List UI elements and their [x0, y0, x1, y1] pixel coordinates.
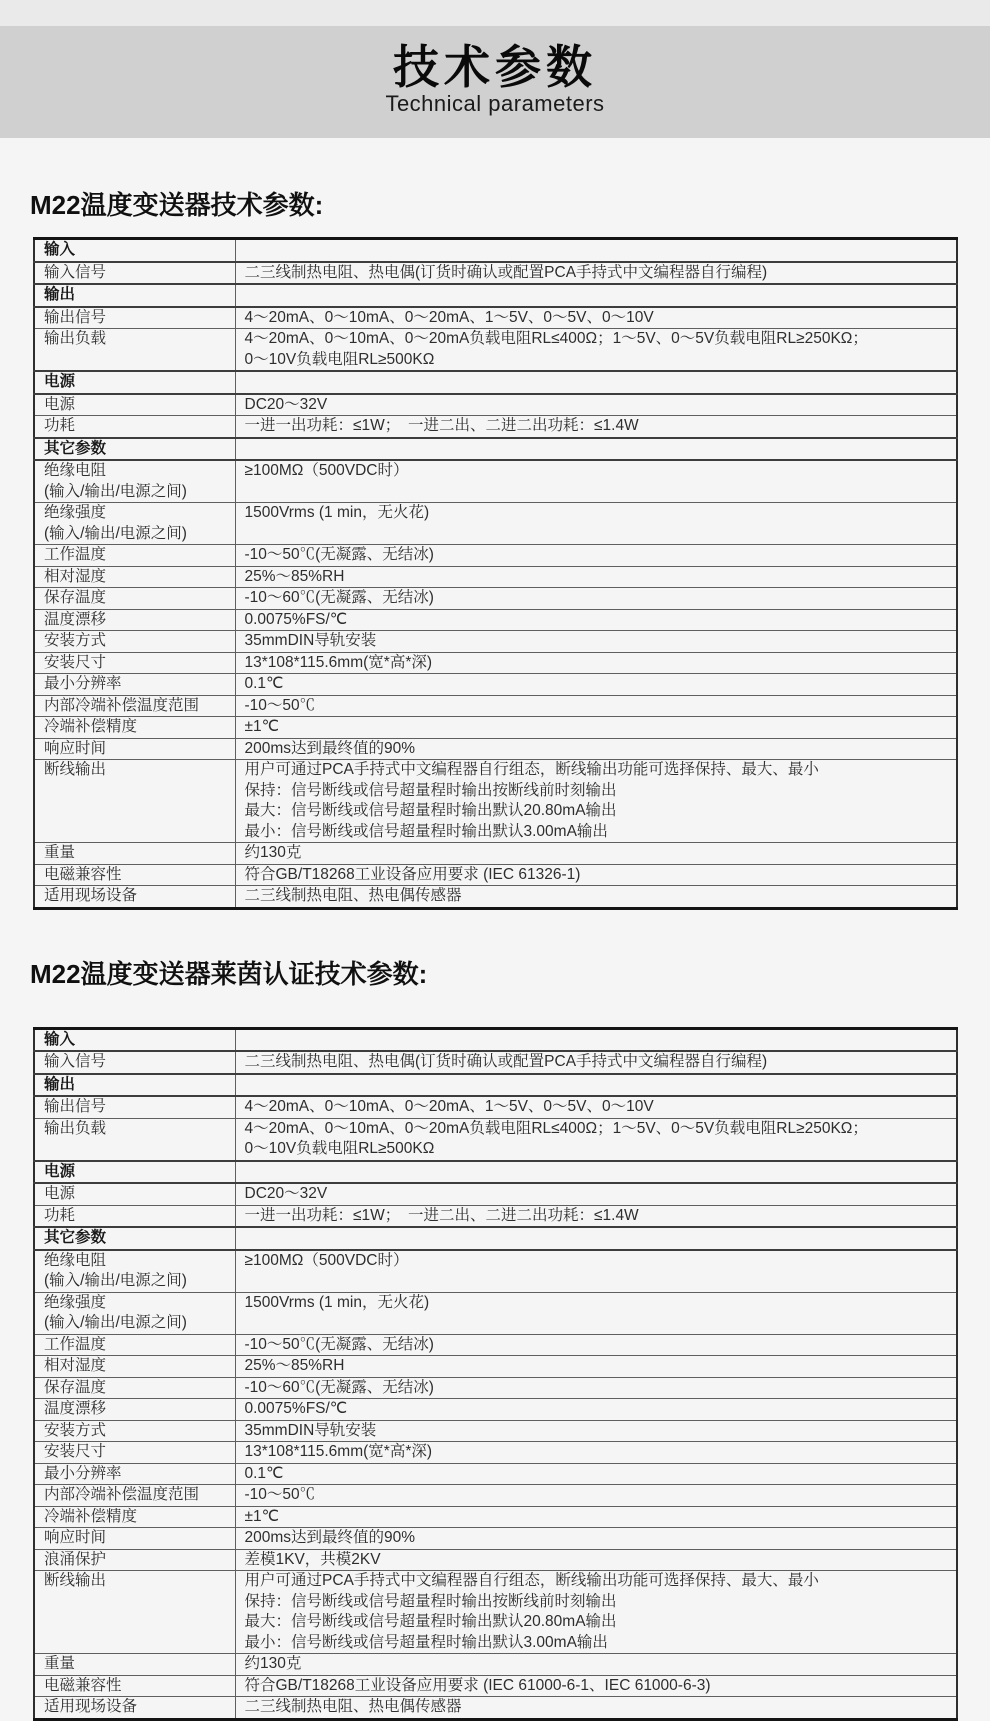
- param-label: 断线输出: [34, 1571, 235, 1654]
- param-label: 重量: [34, 1654, 235, 1676]
- table-row: [34, 329, 957, 372]
- param-label: 电磁兼容性: [34, 1675, 235, 1697]
- param-value: 1500Vrms (1 min，无火花): [235, 503, 957, 545]
- table-row: [34, 1485, 957, 1507]
- top-strip: [0, 0, 990, 26]
- group-row: [34, 284, 957, 307]
- table-row: [34, 843, 957, 865]
- table-row: [34, 1463, 957, 1485]
- param-label: 安装尺寸: [34, 1442, 235, 1464]
- param-label: 工作温度: [34, 545, 235, 567]
- section-heading-standard: M22温度变送器技术参数:: [30, 190, 324, 220]
- group-label: 电源: [34, 1161, 235, 1184]
- param-value: 25%～85%RH: [235, 1356, 957, 1378]
- param-value: DC20～32V: [235, 1183, 957, 1205]
- param-label: 温度漂移: [34, 1399, 235, 1421]
- param-value: 二三线制热电阻、热电偶传感器: [235, 886, 957, 909]
- param-label: 冷端补偿精度: [34, 717, 235, 739]
- spec-table-standard: [33, 237, 958, 910]
- table-row: [34, 652, 957, 674]
- table-row: [34, 262, 957, 285]
- title-banner: [0, 26, 990, 138]
- param-value: 二三线制热电阻、热电偶(订货时确认或配置PCA手持式中文编程器自行编程): [235, 262, 957, 285]
- table-row: [34, 416, 957, 438]
- table-row: [34, 1654, 957, 1676]
- table-row: [34, 1506, 957, 1528]
- table-row: [34, 674, 957, 696]
- group-row: [34, 371, 957, 394]
- param-label: 绝缘强度 (输入/输出/电源之间): [34, 503, 235, 545]
- param-label: 输入信号: [34, 262, 235, 285]
- param-value: 4～20mA、0～10mA、0～20mA、1～5V、0～5V、0～10V: [235, 307, 957, 329]
- param-value: 二三线制热电阻、热电偶(订货时确认或配置PCA手持式中文编程器自行编程): [235, 1051, 957, 1074]
- table-row: [34, 1292, 957, 1334]
- table-row: [34, 1118, 957, 1161]
- table-row: [34, 588, 957, 610]
- param-value: 4～20mA、0～10mA、0～20mA负载电阻RL≤400Ω；1～5V、0～5V负载电阻RL≥250KΩ； 0～10V负载电阻RL≥500KΩ: [235, 1118, 957, 1161]
- table-row: [34, 1420, 957, 1442]
- table-row: [34, 1697, 957, 1720]
- group-label: 输出: [34, 284, 235, 307]
- param-value: 1500Vrms (1 min，无火花): [235, 1292, 957, 1334]
- param-label: 适用现场设备: [34, 1697, 235, 1720]
- group-row: [34, 239, 957, 262]
- page-subtitle: Technical parameters: [385, 91, 605, 116]
- table-row: [34, 1675, 957, 1697]
- param-value: 13*108*115.6mm(宽*高*深): [235, 652, 957, 674]
- param-value: 用户可通过PCA手持式中文编程器自行组态，断线输出功能可选择保持、最大、最小 保持：信号断线或信号超量程时输出按断线前时刻输出 最大：信号断线或信号超量程时输出默认20.80mA输出 最小：信号断线或信号超量程时输出默认3.00mA输出: [235, 1571, 957, 1654]
- param-label: 输入信号: [34, 1051, 235, 1074]
- table-row: [34, 1528, 957, 1550]
- param-value: -10～60℃(无凝露、无结冰): [235, 1377, 957, 1399]
- group-label: 其它参数: [34, 438, 235, 461]
- table-row: [34, 760, 957, 843]
- param-label: 保存温度: [34, 588, 235, 610]
- param-value: [235, 284, 957, 307]
- group-row: [34, 1161, 957, 1184]
- param-value: ±1℃: [235, 1506, 957, 1528]
- table-row: [34, 717, 957, 739]
- param-label: 电源: [34, 394, 235, 416]
- param-value: -10～50℃(无凝露、无结冰): [235, 1334, 957, 1356]
- param-label: 内部冷端补偿温度范围: [34, 1485, 235, 1507]
- param-value: ≥100MΩ（500VDC时）: [235, 460, 957, 503]
- param-label: 工作温度: [34, 1334, 235, 1356]
- table-row: [34, 1356, 957, 1378]
- param-label: 断线输出: [34, 760, 235, 843]
- param-value: 13*108*115.6mm(宽*高*深): [235, 1442, 957, 1464]
- table-row: [34, 566, 957, 588]
- param-label: 功耗: [34, 1205, 235, 1227]
- param-value: -10～60℃(无凝露、无结冰): [235, 588, 957, 610]
- param-value: 4～20mA、0～10mA、0～20mA负载电阻RL≤400Ω；1～5V、0～5V负载电阻RL≥250KΩ； 0～10V负载电阻RL≥500KΩ: [235, 329, 957, 372]
- param-label: 重量: [34, 843, 235, 865]
- param-label: 最小分辨率: [34, 1463, 235, 1485]
- param-label: 安装方式: [34, 631, 235, 653]
- param-label: 内部冷端补偿温度范围: [34, 695, 235, 717]
- param-value: 4～20mA、0～10mA、0～20mA、1～5V、0～5V、0～10V: [235, 1096, 957, 1118]
- table-row: [34, 1442, 957, 1464]
- param-value: DC20～32V: [235, 394, 957, 416]
- param-value: 200ms达到最终值的90%: [235, 738, 957, 760]
- table-row: [34, 503, 957, 545]
- param-value: [235, 438, 957, 461]
- group-label: 电源: [34, 371, 235, 394]
- param-label: 绝缘电阻 (输入/输出/电源之间): [34, 460, 235, 503]
- param-label: 温度漂移: [34, 609, 235, 631]
- table-row: [34, 1377, 957, 1399]
- table-row: [34, 1250, 957, 1293]
- param-value: -10～50℃(无凝露、无结冰): [235, 545, 957, 567]
- table-row: [34, 1571, 957, 1654]
- table-row: [34, 1051, 957, 1074]
- param-label: 浪涌保护: [34, 1549, 235, 1571]
- table-row: [34, 1334, 957, 1356]
- group-label: 输入: [34, 239, 235, 262]
- table-row: [34, 738, 957, 760]
- param-label: 输出负载: [34, 1118, 235, 1161]
- param-value: 约130克: [235, 1654, 957, 1676]
- param-value: 0.1℃: [235, 674, 957, 696]
- param-value: [235, 371, 957, 394]
- param-value: [235, 1074, 957, 1097]
- table-row: [34, 460, 957, 503]
- param-value: 用户可通过PCA手持式中文编程器自行组态，断线输出功能可选择保持、最大、最小 保持：信号断线或信号超量程时输出按断线前时刻输出 最大：信号断线或信号超量程时输出默认20.80mA输出 最小：信号断线或信号超量程时输出默认3.00mA输出: [235, 760, 957, 843]
- table-row: [34, 307, 957, 329]
- param-label: 输出负载: [34, 329, 235, 372]
- param-label: 适用现场设备: [34, 886, 235, 909]
- param-value: 一进一出功耗：≤1W； 一进二出、二进二出功耗：≤1.4W: [235, 416, 957, 438]
- param-value: -10～50℃: [235, 695, 957, 717]
- spec-table-rheinland: [33, 1027, 958, 1721]
- table-row: [34, 864, 957, 886]
- param-value: 符合GB/T18268工业设备应用要求 (IEC 61000-6-1、IEC 61000-6-3): [235, 1675, 957, 1697]
- param-label: 电磁兼容性: [34, 864, 235, 886]
- param-label: 相对湿度: [34, 566, 235, 588]
- table-row: [34, 1096, 957, 1118]
- param-value: 0.0075%FS/℃: [235, 609, 957, 631]
- table-row: [34, 695, 957, 717]
- page-title: 技术参数: [393, 41, 597, 93]
- param-label: 输出信号: [34, 1096, 235, 1118]
- param-value: [235, 239, 957, 262]
- group-label: 输入: [34, 1028, 235, 1051]
- group-row: [34, 1074, 957, 1097]
- param-value: 0.0075%FS/℃: [235, 1399, 957, 1421]
- table-row: [34, 631, 957, 653]
- group-label: 其它参数: [34, 1227, 235, 1250]
- param-value: 0.1℃: [235, 1463, 957, 1485]
- param-value: [235, 1227, 957, 1250]
- param-value: 二三线制热电阻、热电偶传感器: [235, 1697, 957, 1720]
- param-label: 绝缘强度 (输入/输出/电源之间): [34, 1292, 235, 1334]
- group-row: [34, 1028, 957, 1051]
- param-value: 25%～85%RH: [235, 566, 957, 588]
- param-label: 输出信号: [34, 307, 235, 329]
- param-value: 35mmDIN导轨安装: [235, 1420, 957, 1442]
- table-row: [34, 394, 957, 416]
- param-value: ≥100MΩ（500VDC时）: [235, 1250, 957, 1293]
- group-row: [34, 1227, 957, 1250]
- param-value: 差模1KV，共模2KV: [235, 1549, 957, 1571]
- param-value: ±1℃: [235, 717, 957, 739]
- param-label: 响应时间: [34, 1528, 235, 1550]
- table-row: [34, 1549, 957, 1571]
- param-value: 35mmDIN导轨安装: [235, 631, 957, 653]
- param-value: 约130克: [235, 843, 957, 865]
- param-label: 电源: [34, 1183, 235, 1205]
- param-label: 安装方式: [34, 1420, 235, 1442]
- param-value: [235, 1028, 957, 1051]
- group-row: [34, 438, 957, 461]
- table-row: [34, 1183, 957, 1205]
- param-label: 相对湿度: [34, 1356, 235, 1378]
- table-row: [34, 1205, 957, 1227]
- param-label: 最小分辨率: [34, 674, 235, 696]
- param-label: 冷端补偿精度: [34, 1506, 235, 1528]
- table-row: [34, 1399, 957, 1421]
- section-heading-rheinland: M22温度变送器莱茵认证技术参数:: [30, 958, 428, 989]
- param-label: 响应时间: [34, 738, 235, 760]
- param-value: 一进一出功耗：≤1W； 一进二出、二进二出功耗：≤1.4W: [235, 1205, 957, 1227]
- param-label: 保存温度: [34, 1377, 235, 1399]
- param-value: [235, 1161, 957, 1184]
- table-row: [34, 609, 957, 631]
- param-value: 符合GB/T18268工业设备应用要求 (IEC 61326-1): [235, 864, 957, 886]
- param-label: 功耗: [34, 416, 235, 438]
- param-value: 200ms达到最终值的90%: [235, 1528, 957, 1550]
- param-value: -10～50℃: [235, 1485, 957, 1507]
- table-row: [34, 886, 957, 909]
- content: [0, 138, 990, 1721]
- table-row: [34, 545, 957, 567]
- group-label: 输出: [34, 1074, 235, 1097]
- param-label: 安装尺寸: [34, 652, 235, 674]
- param-label: 绝缘电阻 (输入/输出/电源之间): [34, 1250, 235, 1293]
